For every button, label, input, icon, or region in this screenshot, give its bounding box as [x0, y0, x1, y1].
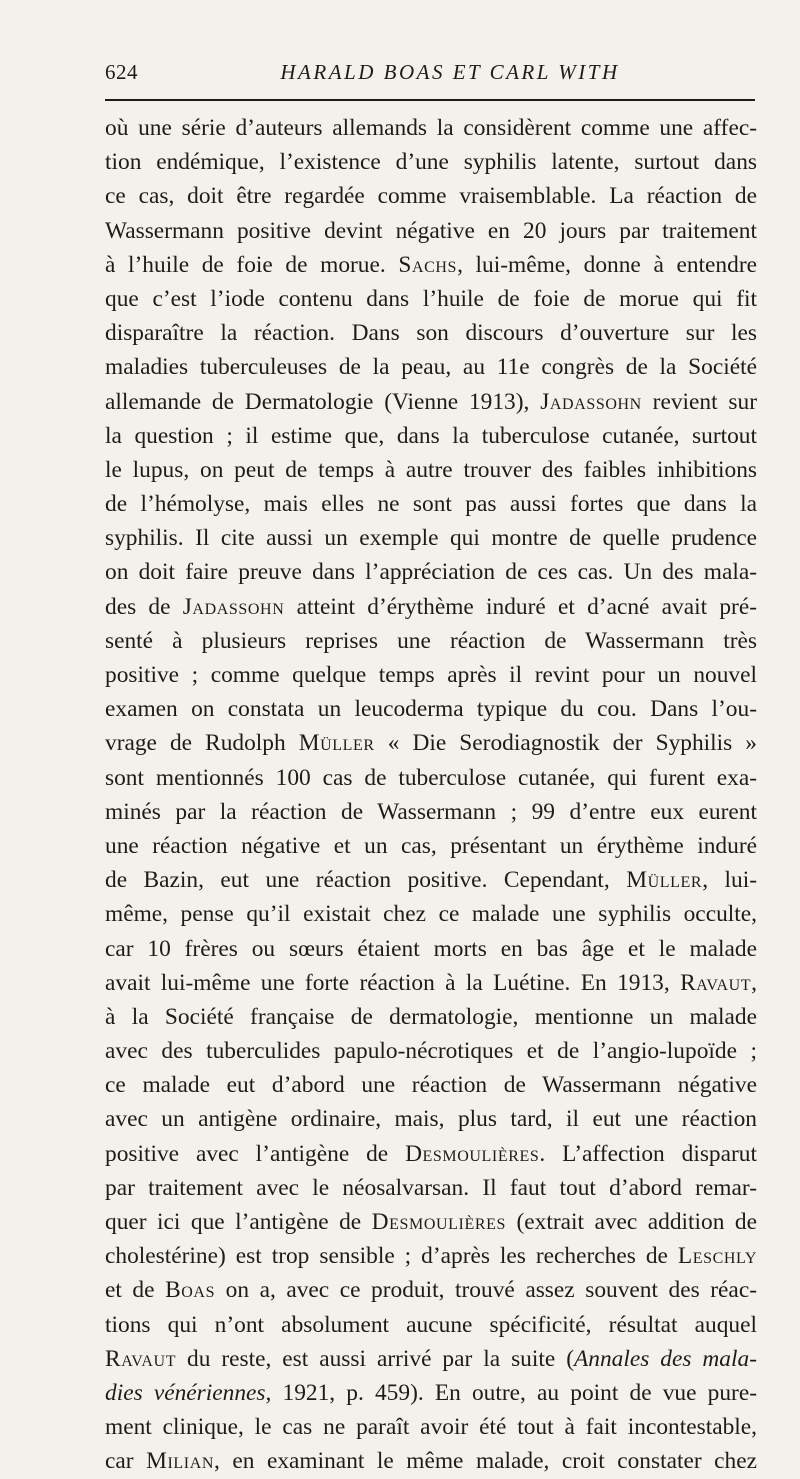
- author-name: Leschly: [677, 1243, 757, 1270]
- text-line: [105, 419, 757, 453]
- text-line: [105, 1205, 757, 1239]
- text-line: [105, 1444, 757, 1478]
- text-line: [105, 1410, 757, 1444]
- text-line: [105, 590, 757, 624]
- text-segment: avec des tuberculides papulo-nécrotiques et de l’angio-lupoïde ;: [105, 1038, 757, 1065]
- header-rule: [105, 99, 755, 101]
- text-line: [105, 179, 757, 213]
- text-segment: du reste, est aussi arrivé par la suite (: [176, 1345, 574, 1372]
- text-segment: avec un antigène ordinaire, mais, plus tard, il eut une réaction: [105, 1106, 757, 1133]
- text-segment: car 10 frères ou sœurs étaient morts en bas âge et le malade: [105, 935, 757, 962]
- text-segment: ment clinique, le cas ne paraît avoir été tout à fait incontestable,: [105, 1414, 757, 1441]
- text-line: [105, 1068, 757, 1102]
- text-segment: examen on constata un leucoderma typique du cou. Dans l’ou-: [105, 696, 757, 723]
- text-line: [105, 316, 757, 350]
- text-segment: à la Société française de dermatologie, mentionne un malade: [105, 1003, 757, 1030]
- text-segment: , en examinant le même malade, croit constater chez: [214, 1448, 757, 1475]
- text-segment: ,: [751, 969, 757, 996]
- text-segment: , 1921, p. 459). En outre, au point de vue pure-: [265, 1379, 757, 1406]
- text-line: [105, 145, 757, 179]
- text-segment: tions qui n’ont absolument aucune spécificité, résultat auquel: [105, 1311, 757, 1338]
- text-line: [105, 1376, 757, 1410]
- text-segment: car: [105, 1448, 147, 1475]
- text-line: [105, 1308, 757, 1342]
- author-name: Ravaut: [105, 1345, 177, 1372]
- text-line: [105, 897, 757, 931]
- text-line: [105, 795, 757, 829]
- text-line: [105, 1102, 757, 1136]
- text-line: [105, 1273, 757, 1307]
- text-line: [105, 829, 757, 863]
- text-segment: on doit faire preuve dans l’appréciation de ces cas. Un des mala-: [105, 559, 757, 586]
- text-line: [105, 111, 757, 145]
- text-segment: à l’huile de foie de morue.: [105, 251, 399, 278]
- text-segment: syphilis. Il cite aussi un exemple qui montre de quelle prudence: [105, 525, 757, 552]
- text-line: [105, 350, 757, 384]
- text-segment: une réaction négative et un cas, présentant un érythème induré: [105, 832, 757, 859]
- text-segment: par traitement avec le néosalvarsan. Il faut tout d’abord remar-: [105, 1174, 757, 1201]
- author-name: Müller: [626, 867, 703, 894]
- author-name: Ravaut: [680, 969, 752, 996]
- text-line: [105, 1171, 757, 1205]
- text-segment: , lui-même, donne à entendre: [457, 251, 757, 278]
- text-segment: ce cas, doit être regardée comme vraisemblable. La réaction de: [105, 183, 757, 210]
- running-head: HARALD BOAS ET CARL WITH: [280, 60, 620, 84]
- text-segment: minés par la réaction de Wassermann ; 99 d’entre eux eurent: [105, 798, 757, 825]
- text-segment: positive ; comme quelque temps après il revint pour un nouvel: [105, 662, 757, 688]
- text-segment: même, pense qu’il existait chez ce malade une syphilis occulte,: [105, 901, 757, 928]
- text-segment: . L’affection disparut: [539, 1140, 757, 1167]
- text-segment: et de: [105, 1277, 166, 1304]
- author-name: Müller: [298, 730, 375, 757]
- author-name: Jadassohn: [182, 593, 285, 620]
- text-line: [105, 453, 757, 487]
- text-segment: (extrait avec addition de: [506, 1209, 757, 1235]
- text-line: [105, 385, 757, 419]
- text-segment: que c’est l’iode contenu dans l’huile de foie de morue qui fit: [105, 285, 757, 312]
- text-segment: des de: [105, 593, 183, 620]
- text-line: [105, 282, 757, 316]
- text-segment: , lui-: [702, 867, 757, 894]
- text-segment: ce malade eut d’abord une réaction de Wassermann négative: [105, 1072, 757, 1099]
- text-segment: sont mentionnés 100 cas de tuberculose cutanée, qui furent exa-: [105, 764, 757, 791]
- italic-text: Annales des mala-: [573, 1345, 757, 1372]
- text-line: [105, 761, 757, 795]
- text-segment: atteint d’érythème induré et d’acné avait pré-: [284, 593, 757, 620]
- text-line: [105, 932, 757, 966]
- page-number: 624: [105, 60, 138, 84]
- text-line: [105, 1034, 757, 1068]
- author-name: Milian: [146, 1448, 215, 1475]
- text-segment: senté à plusieurs reprises une réaction de Wassermann très: [105, 627, 757, 654]
- author-name: Desmoulières: [371, 1209, 506, 1235]
- text-line: [105, 1342, 757, 1376]
- text-segment: le lupus, on peut de temps à autre trouver des faibles inhibitions: [105, 456, 757, 483]
- text-segment: de Bazin, eut une réaction positive. Cependant,: [105, 867, 627, 894]
- text-segment: positive avec l’antigène de: [105, 1140, 406, 1167]
- text-line: [105, 658, 757, 692]
- author-name: Desmoulières: [405, 1140, 540, 1167]
- text-segment: cholestérine) est trop sensible ; d’après les recherches de: [105, 1243, 678, 1270]
- text-line: [105, 863, 757, 897]
- text-segment: vrage de Rudolph: [105, 730, 299, 757]
- text-line: [105, 1000, 757, 1034]
- text-segment: maladies tuberculeuses de la peau, au 11e congrès de la Société: [105, 354, 757, 381]
- author-name: Jadassohn: [540, 388, 642, 415]
- text-segment: disparaître la réaction. Dans son discours d’ouverture sur les: [105, 320, 757, 347]
- text-segment: quer ici que l’antigène de: [105, 1209, 372, 1235]
- text-segment: où une série d’auteurs allemands la considèrent comme une affec-: [105, 115, 757, 141]
- text-segment: on a, avec ce produit, trouvé assez souvent des réac-: [215, 1277, 757, 1304]
- italic-text: dies vénériennes: [105, 1379, 266, 1406]
- author-name: Sachs: [398, 251, 458, 278]
- text-segment: revient sur: [641, 388, 757, 415]
- text-line: [105, 726, 757, 760]
- body-text: [105, 111, 757, 1479]
- text-line: [105, 214, 757, 248]
- text-line: [105, 555, 757, 589]
- page-header: [105, 60, 755, 90]
- text-line: [105, 487, 757, 521]
- text-line: [105, 966, 757, 1000]
- text-segment: « Die Serodiagnostik der Syphilis »: [374, 730, 757, 757]
- text-segment: Wassermann positive devint négative en 20 jours par traitement: [105, 217, 757, 244]
- author-name: Boas: [165, 1277, 216, 1304]
- text-line: [105, 1137, 757, 1171]
- text-line: [105, 248, 757, 282]
- text-segment: allemande de Dermatologie (Vienne 1913),: [105, 388, 541, 415]
- text-segment: la question ; il estime que, dans la tuberculose cutanée, surtout: [105, 422, 757, 449]
- text-segment: avait lui-même une forte réaction à la Luétine. En 1913,: [105, 969, 681, 996]
- text-segment: de l’hémolyse, mais elles ne sont pas aussi fortes que dans la: [105, 491, 757, 518]
- text-line: [105, 1239, 757, 1273]
- text-line: [105, 692, 757, 726]
- text-line: [105, 624, 757, 658]
- text-line: [105, 521, 757, 555]
- text-segment: tion endémique, l’existence d’une syphilis latente, surtout dans: [105, 149, 757, 176]
